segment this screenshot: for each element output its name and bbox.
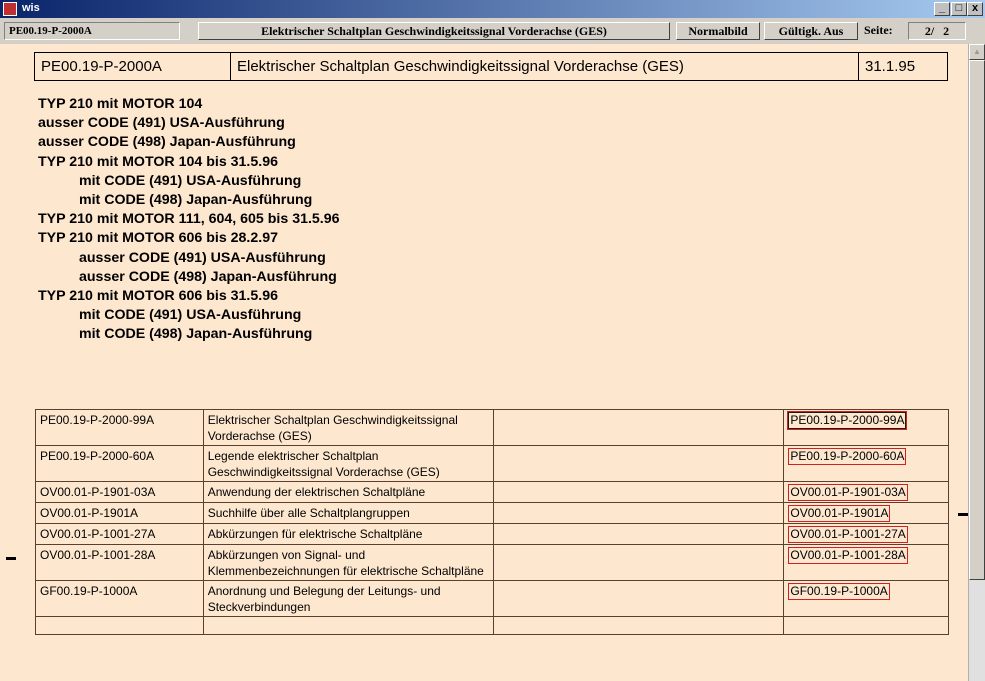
table-row <box>36 446 949 482</box>
ref-link[interactable]: OV00.01-P-1901A <box>790 506 889 520</box>
table-row <box>36 617 949 635</box>
type-line: TYP 210 mit MOTOR 606 bis 31.5.96 <box>38 287 278 304</box>
header-doc-id: PE00.19-P-2000A <box>35 53 231 80</box>
table-row <box>36 545 949 581</box>
minimize-button[interactable]: _ <box>934 2 950 16</box>
ref-link[interactable]: PE00.19-P-2000-60A <box>790 449 905 463</box>
header-doc-date: 31.1.95 <box>865 58 916 75</box>
type-line: TYP 210 mit MOTOR 104 <box>38 96 203 112</box>
vertical-scrollbar[interactable] <box>968 44 985 681</box>
ref-description: Elektrischer Schaltplan Geschwindigkeitssignal Vorderachse (GES) <box>203 410 493 446</box>
page-marker-left <box>6 557 16 560</box>
type-line: mit CODE (491) USA-Ausführung <box>79 307 302 324</box>
ref-empty <box>493 524 784 545</box>
ref-link[interactable]: OV00.01-P-1901-03A <box>790 485 906 499</box>
ref-link-cell <box>784 482 949 503</box>
ref-description: Abkürzungen von Signal- und Klemmenbezeichnungen für elektrische Schaltpläne <box>203 545 493 581</box>
scrollbar-thumb[interactable] <box>969 60 985 580</box>
gueltigkeit-button[interactable]: Gültigk. Aus <box>764 22 858 40</box>
type-line: ausser CODE (491) USA-Ausführung <box>38 115 285 132</box>
ref-id: PE00.19-P-2000-99A <box>36 410 204 446</box>
toolbar <box>0 18 985 44</box>
document-header <box>34 52 948 81</box>
document-view <box>0 44 968 681</box>
ref-link[interactable]: PE00.19-P-2000-99A <box>790 413 905 427</box>
ref-id: OV00.01-P-1001-27A <box>36 524 204 545</box>
type-line: TYP 210 mit MOTOR 606 bis 28.2.97 <box>38 230 278 247</box>
ref-description: Anwendung der elektrischen Schaltpläne <box>203 482 493 503</box>
type-line: ausser CODE (498) Japan-Ausführung <box>79 268 337 285</box>
ref-link[interactable]: GF00.19-P-1000A <box>790 584 888 598</box>
ref-id <box>36 617 204 635</box>
table-row <box>36 524 949 545</box>
window-title: wis <box>22 2 40 14</box>
type-line: mit CODE (498) Japan-Ausführung <box>79 326 313 343</box>
type-line: mit CODE (498) Japan-Ausführung <box>79 191 313 208</box>
page-indicator: 2/ 2 <box>908 22 966 40</box>
ref-id: GF00.19-P-1000A <box>36 581 204 617</box>
table-row <box>36 581 949 617</box>
ref-link-cell <box>784 446 949 482</box>
ref-description: Anordnung und Belegung der Leitungs- und Steckverbindungen <box>203 581 493 617</box>
type-line: ausser CODE (498) Japan-Ausführung <box>38 134 296 151</box>
ref-id: OV00.01-P-1001-28A <box>36 545 204 581</box>
ref-link-cell <box>784 617 949 635</box>
table-row <box>36 503 949 524</box>
vehicle-types-list <box>38 95 340 344</box>
ref-link-cell <box>784 545 949 581</box>
ref-description <box>203 617 493 635</box>
type-line: ausser CODE (491) USA-Ausführung <box>79 249 326 266</box>
ref-link-cell <box>784 524 949 545</box>
reference-table <box>35 409 949 635</box>
table-row <box>36 482 949 503</box>
ref-link[interactable]: OV00.01-P-1001-28A <box>790 548 906 562</box>
ref-link-cell <box>784 410 949 446</box>
maximize-button[interactable]: □ <box>951 2 967 16</box>
ref-empty <box>493 446 784 482</box>
header-doc-title: Elektrischer Schaltplan Geschwindigkeitssignal Vorderachse (GES) <box>231 53 859 80</box>
window-titlebar <box>0 0 985 18</box>
ref-empty <box>493 617 784 635</box>
type-line: mit CODE (491) USA-Ausführung <box>79 172 302 189</box>
page-marker-right <box>958 513 968 516</box>
page-label: Seite: <box>864 23 893 37</box>
ref-description: Suchhilfe über alle Schaltplangruppen <box>203 503 493 524</box>
ref-link-cell <box>784 503 949 524</box>
ref-empty <box>493 545 784 581</box>
ref-empty <box>493 482 784 503</box>
table-row <box>36 410 949 446</box>
ref-link[interactable]: OV00.01-P-1001-27A <box>790 527 906 541</box>
ref-description: Legende elektrischer Schaltplan Geschwindigkeitssignal Vorderachse (GES) <box>203 446 493 482</box>
ref-empty <box>493 581 784 617</box>
type-line: TYP 210 mit MOTOR 104 bis 31.5.96 <box>38 153 278 170</box>
close-button[interactable]: x <box>967 2 983 16</box>
ref-empty <box>493 410 784 446</box>
ref-description: Abkürzungen für elektrische Schaltpläne <box>203 524 493 545</box>
ref-link-cell <box>784 581 949 617</box>
ref-id: OV00.01-P-1901-03A <box>36 482 204 503</box>
type-line: TYP 210 mit MOTOR 111, 604, 605 bis 31.5.96 <box>38 211 340 228</box>
scroll-up-arrow-icon[interactable]: ▲ <box>969 44 985 60</box>
normalbild-button[interactable]: Normalbild <box>676 22 760 40</box>
app-icon <box>3 2 17 16</box>
ref-empty <box>493 503 784 524</box>
doc-id-field: PE00.19-P-2000A <box>4 22 180 40</box>
ref-id: OV00.01-P-1901A <box>36 503 204 524</box>
doc-title-field: Elektrischer Schaltplan Geschwindigkeitssignal Vorderachse (GES) <box>198 22 670 40</box>
ref-id: PE00.19-P-2000-60A <box>36 446 204 482</box>
